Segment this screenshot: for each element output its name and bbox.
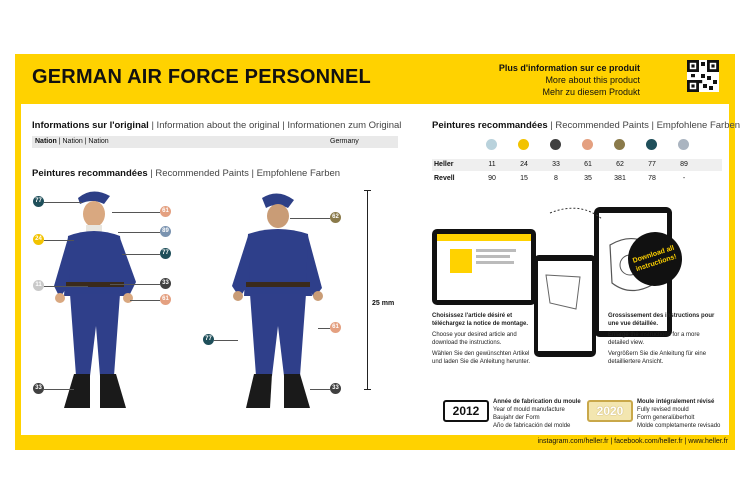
figure-front-illustration bbox=[40, 186, 160, 416]
social-links-footer[interactable]: instagram.com/heller.fr | facebook.com/heller.fr | www.heller.fr bbox=[537, 438, 728, 445]
page-title: GERMAN AIR FORCE PERSONNEL bbox=[32, 66, 371, 88]
swatch-5 bbox=[614, 139, 625, 150]
scale-label: 25 mm bbox=[372, 300, 395, 307]
mould-year-text: Année de fabrication du moule Year of mould manufacture Baujahr der Form Año de fabricación del molde bbox=[493, 399, 581, 429]
original-heading: Informations sur l'original | Information about the original | Informationen zum Original bbox=[32, 120, 402, 131]
callout-front-shirt: 11 bbox=[33, 280, 44, 291]
swatch-4 bbox=[582, 139, 593, 150]
info-en: More about this product bbox=[545, 75, 640, 85]
paint-row-revell: Revell 90 15 8 35 381 78 - bbox=[434, 175, 686, 182]
info-de: Mehr zu diesem Produkt bbox=[542, 87, 640, 97]
callout-back-hand: 61 bbox=[330, 322, 341, 333]
qr-code-icon[interactable] bbox=[687, 60, 719, 92]
download-instructions-button[interactable]: Download all instructions! bbox=[621, 225, 689, 293]
callout-front-boots: 33 bbox=[33, 383, 44, 394]
info-fr: Plus d'information sur ce produit bbox=[498, 63, 640, 73]
callout-front-belt: 33 bbox=[160, 278, 171, 289]
callout-front-face: 61 bbox=[160, 206, 171, 217]
instructions-left-text: Choisissez l'article désiré et téléchargez la notice de montage. Choose your desired article and download the instructions. Wählen Sie den gewünschten Artikel und laden Sie die Anleitung herunter. bbox=[432, 313, 531, 365]
revised-year-text: Moule intégralement révisé Fully revised mould Form generalüberholt Molde completamente revisado bbox=[637, 399, 721, 429]
paint-row-heller: Heller 11 24 33 61 62 77 89 bbox=[432, 159, 722, 171]
scale-bar bbox=[367, 190, 368, 390]
instructions-right-text: Grossissement des instructions pour une vue détaillée. Enlarge the instructions for a more detailed view. Vergrößern Sie die Anleitung für eine detailliertere Ansicht. bbox=[608, 313, 715, 365]
callout-front-uniform: 77 bbox=[160, 248, 171, 259]
callout-front-insignia: 89 bbox=[160, 226, 171, 237]
revised-year-badge: 2020 bbox=[587, 400, 633, 422]
callout-front-hand: 61 bbox=[160, 294, 171, 305]
paint-table-heading: Peintures recommandées | Recommended Paints | Empfohlene Farben bbox=[432, 120, 741, 131]
callout-back-uniform: 77 bbox=[203, 334, 214, 345]
callout-front-cap: 77 bbox=[33, 196, 44, 207]
mould-year-badge: 2012 bbox=[443, 400, 489, 422]
swatch-7 bbox=[678, 139, 689, 150]
swatch-3 bbox=[550, 139, 561, 150]
swatch-1 bbox=[486, 139, 497, 150]
callout-back-boots: 33 bbox=[330, 383, 341, 394]
figure-paints-heading: Peintures recommandées | Recommended Paints | Empfohlene Farben bbox=[32, 168, 341, 179]
product-info-link[interactable] bbox=[499, 62, 640, 98]
swatch-2 bbox=[518, 139, 529, 150]
callout-front-collar: 24 bbox=[33, 234, 44, 245]
figure-back-illustration bbox=[218, 186, 338, 416]
nation-row: Nation | Nation | Nation Germany bbox=[32, 136, 398, 148]
nation-value: Germany bbox=[330, 138, 359, 145]
swatch-6 bbox=[646, 139, 657, 150]
callout-back-hair: 62 bbox=[330, 212, 341, 223]
